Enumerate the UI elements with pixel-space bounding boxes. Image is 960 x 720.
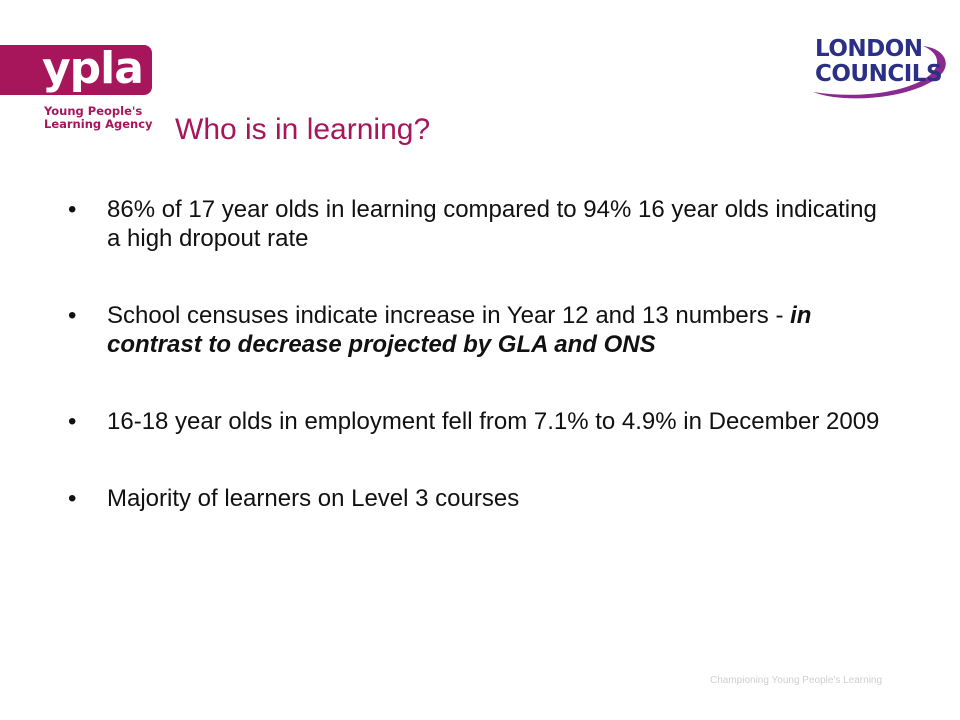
london-councils-line2: COUNCILS bbox=[815, 61, 943, 87]
bullet-text: Majority of learners on Level 3 courses bbox=[107, 485, 520, 512]
ypla-logo-tagline: Young People's Learning Agency bbox=[44, 104, 153, 131]
bullet-list bbox=[60, 195, 880, 513]
bullet-item bbox=[60, 195, 880, 253]
london-councils-line1: LONDON bbox=[815, 36, 923, 62]
bullet-text: 86% of 17 year olds in learning compared to 94% 16 year olds indicating a high dropout rate bbox=[107, 196, 877, 252]
bullet-dot: • bbox=[68, 196, 77, 223]
bullet-text: 16-18 year olds in employment fell from 7.1% to 4.9% in December 2009 bbox=[107, 408, 880, 435]
bullet-dot: • bbox=[68, 302, 77, 329]
slide-title: Who is in learning? bbox=[175, 113, 431, 146]
bullet-item bbox=[60, 484, 880, 513]
bullet-text-emphasis: in contrast to decrease projected by GLA and ONS bbox=[107, 302, 812, 358]
bullet-text: School censuses indicate increase in Year 12 and 13 numbers - bbox=[107, 302, 791, 329]
ypla-logo-word: ypla bbox=[42, 43, 143, 94]
london-councils-logo bbox=[805, 34, 950, 106]
ypla-logo-badge bbox=[0, 45, 152, 95]
bullet-item bbox=[60, 301, 880, 359]
bullet-dot: • bbox=[68, 408, 77, 435]
footer-tagline: Championing Young People's Learning bbox=[710, 675, 883, 686]
bullet-item bbox=[60, 407, 880, 436]
ypla-logo bbox=[0, 45, 160, 145]
bullet-dot: • bbox=[68, 485, 77, 512]
